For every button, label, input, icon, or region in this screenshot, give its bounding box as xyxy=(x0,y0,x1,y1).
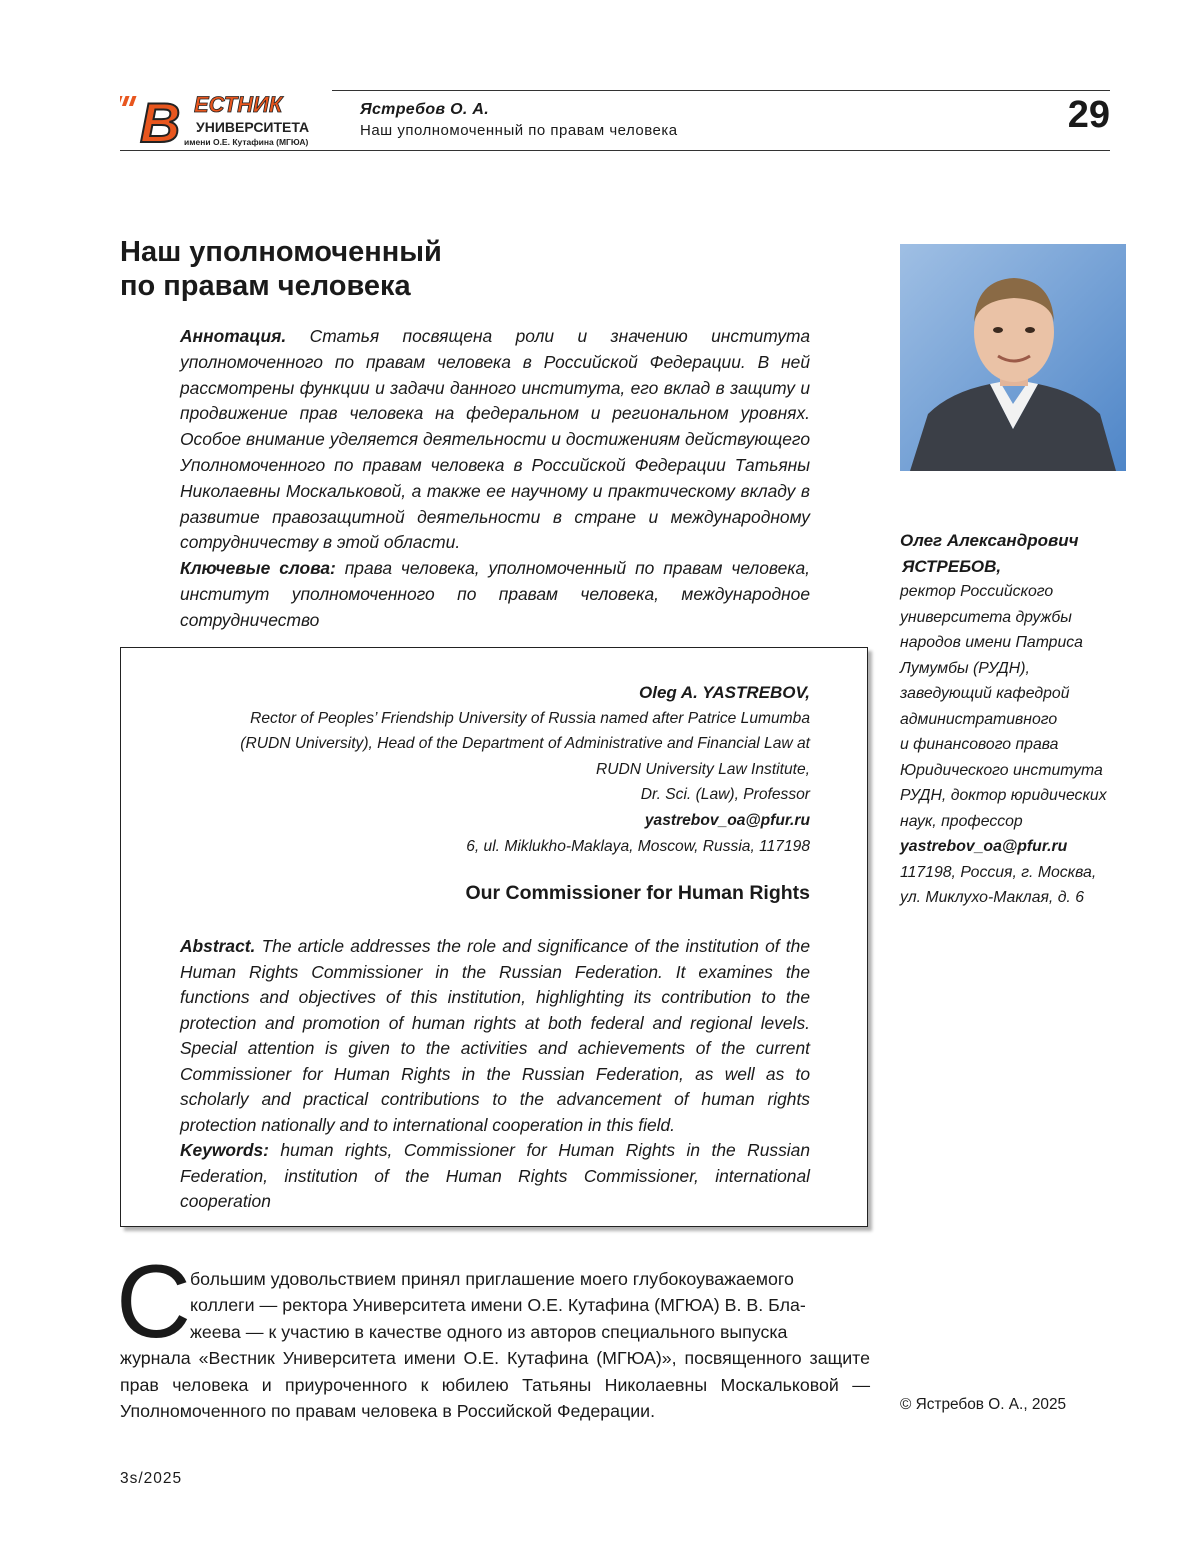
author-en-line: Rector of Peoples’ Friendship University of Russia named after Patrice Lumumba xyxy=(140,706,810,732)
author-en-line: Dr. Sci. (Law), Professor xyxy=(140,782,810,808)
body-line-3: жеева — к участию в качестве одного из авторов специального выпуска xyxy=(120,1319,870,1345)
author-ru-line: Юридического института xyxy=(900,758,1130,784)
english-title: Our Commissioner for Human Rights xyxy=(180,882,810,905)
author-address-ru-1: 117198, Россия, г. Москва, xyxy=(900,860,1130,886)
ru-abstract xyxy=(180,324,810,634)
title-line-2: по правам человека xyxy=(120,269,680,303)
ru-keywords-text: права человека, уполномоченный по правам человека, институт уполномоченного по правам человека, международное сотрудничество xyxy=(180,558,810,630)
ru-abstract-text: Статья посвящена роли и значению института уполномоченного по правам человека в Российской Федерации. В ней рассмотрены функции и задачи данного института, его вклад в защиту и продвижение прав человека на федеральном и региональном уровнях. Особое внимание уделяется деятельности и достижениям действующего Уполномоченного по правам человека в Российской Федерации Татьяны Николаевны Москальковой, а также ее научному и практическому вкладу в развитие правозащитной деятельности в стране и международному сотрудничеству в этой области. xyxy=(180,326,810,552)
author-ru-line: заведующий кафедрой xyxy=(900,681,1130,707)
article-title xyxy=(120,235,680,303)
logo-word: ЕСТНИК xyxy=(194,92,284,117)
logo-big-letter: В xyxy=(140,92,180,150)
title-line-1: Наш уполномоченный xyxy=(120,235,680,269)
body-line-1: большим удовольствием принял приглашение моего глубокоуважаемого xyxy=(120,1266,870,1292)
header-rule-top xyxy=(332,90,1110,91)
en-abstract xyxy=(180,934,810,1215)
author-ru-line: ректор Российского xyxy=(900,579,1130,605)
author-name-ru-first: Олег Александрович xyxy=(900,528,1130,554)
author-en-line: (RUDN University), Head of the Department of Administrative and Financial Law at xyxy=(140,731,810,757)
drop-cap: С xyxy=(116,1250,191,1354)
header-running-title: Наш уполномоченный по правам человека xyxy=(360,122,678,139)
author-info-en xyxy=(140,680,810,859)
author-ru-line: и финансового права xyxy=(900,732,1130,758)
page-number: 29 xyxy=(1040,94,1110,137)
author-ru-line: народов имени Патриса xyxy=(900,630,1130,656)
ru-abstract-label: Аннотация. xyxy=(180,326,286,346)
author-ru-line: наук, профессор xyxy=(900,809,1130,835)
copyright: © Ястребов О. А., 2025 xyxy=(900,1396,1066,1414)
body-paragraph xyxy=(120,1266,870,1424)
journal-logo xyxy=(120,92,320,150)
author-address-ru-2: ул. Миклухо-Маклая, д. 6 xyxy=(900,885,1130,911)
author-ru-line: административного xyxy=(900,707,1130,733)
author-photo xyxy=(900,244,1126,471)
author-info-ru xyxy=(900,528,1130,911)
en-abstract-label: Abstract. xyxy=(180,936,255,956)
en-abstract-text: The article addresses the role and significance of the institution of the Human Rights Commissioner in the Russian Federation. It examines the functions and objectives of this institution, highlighting its contribution to the protection and promotion of human rights at both federal and regional levels. Special attention is given to the activities and achievements of the current Commissioner for Human Rights in the Russian Federation, as well as to scholarly and practical contributions to the advancement of human rights protection nationally and to international cooperation in this field. xyxy=(180,936,810,1135)
logo-line3: имени О.Е. Кутафина (МГЮА) xyxy=(184,137,309,147)
en-keywords-text: human rights, Commissioner for Human Rights in the Russian Federation, institution of the Human Rights Commissioner, international cooperation xyxy=(180,1140,810,1211)
body-line-2: коллеги — ректора Университета имени О.Е. Кутафина (МГЮА) В. В. Бла- xyxy=(120,1292,870,1318)
author-email-ru[interactable]: yastrebov_oa@pfur.ru xyxy=(900,834,1130,860)
header-rule-bottom xyxy=(120,150,1110,151)
author-ru-line: РУДН, доктор юридических xyxy=(900,783,1130,809)
author-address-en: 6, ul. Miklukho-Maklaya, Moscow, Russia, 117198 xyxy=(140,834,810,860)
header-author: Ястребов О. А. xyxy=(360,101,489,119)
logo-mark xyxy=(120,92,320,150)
author-email-en[interactable]: yastrebov_oa@pfur.ru xyxy=(140,808,810,834)
issue-number: 3s/2025 xyxy=(120,1470,182,1488)
en-keywords-label: Keywords: xyxy=(180,1140,269,1160)
ru-keywords-label: Ключевые слова: xyxy=(180,558,336,578)
body-rest: журнала «Вестник Университета имени О.Е. Кутафина (МГЮА)», посвященного защите прав человека и приуроченного к юбилею Татьяны Николаевны Москальковой — Уполномоченного по правам человека в Российской Федерации. xyxy=(120,1348,870,1421)
author-en-line: RUDN University Law Institute, xyxy=(140,757,810,783)
author-name-ru-last: ЯСТРЕБОВ, xyxy=(900,554,1130,580)
author-ru-line: университета дружбы xyxy=(900,605,1130,631)
logo-line2: УНИВЕРСИТЕТА xyxy=(196,119,309,135)
author-ru-line: Лумумбы (РУДН), xyxy=(900,656,1130,682)
author-name-en: Oleg A. YASTREBOV, xyxy=(140,680,810,706)
